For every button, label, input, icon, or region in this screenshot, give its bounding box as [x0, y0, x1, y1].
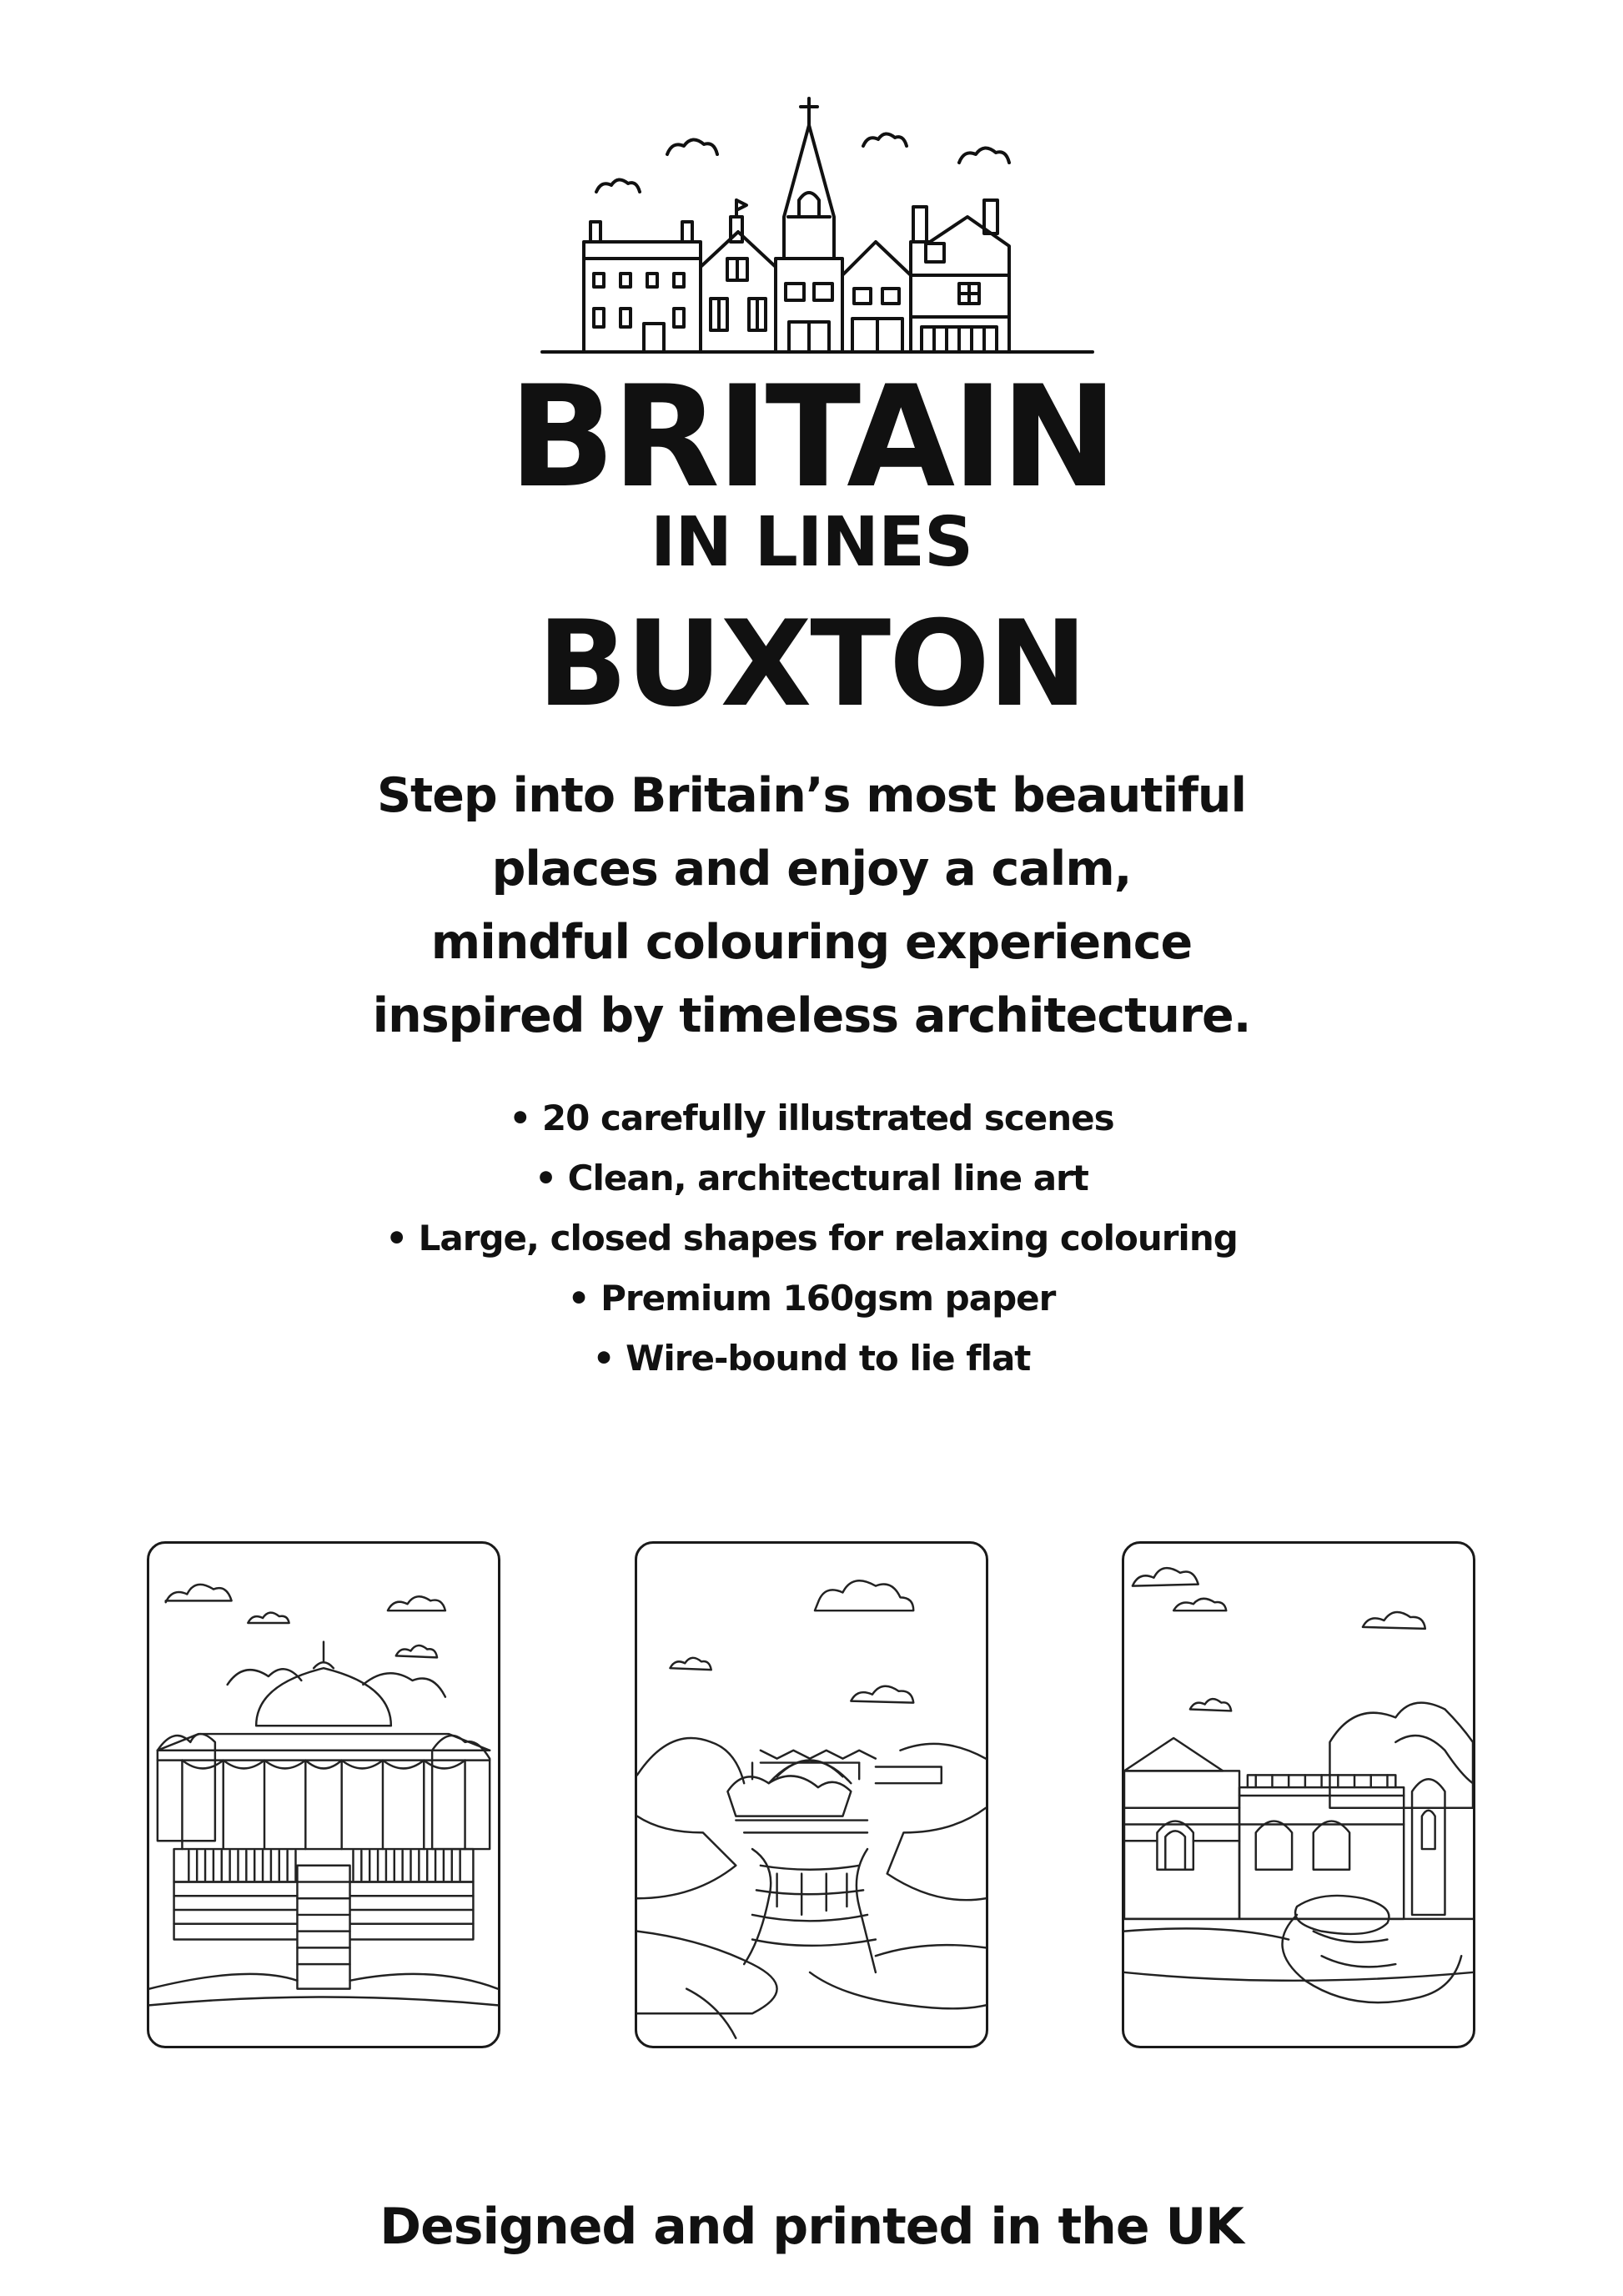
- tagline: [0, 759, 1623, 1053]
- tagline-line: mindful colouring experience: [430, 915, 1193, 970]
- preview-card-pump-room: [1122, 1541, 1475, 2048]
- feature-item: • 20 carefully illustrated scenes: [509, 1098, 1114, 1138]
- preview-card-waterfall: [635, 1541, 988, 2048]
- feature-item: • Large, closed shapes for relaxing colouring: [385, 1218, 1238, 1259]
- feature-list: [0, 1088, 1623, 1389]
- waterfall-bridge-illustration: [637, 1544, 986, 2046]
- brand-title: BRITAIN: [508, 355, 1115, 519]
- feature-item: • Wire-bound to lie flat: [592, 1338, 1031, 1379]
- pump-room-illustration: [1124, 1544, 1473, 2046]
- tagline-line: inspired by timeless architecture.: [372, 988, 1251, 1043]
- tagline-line: places and enjoy a calm,: [491, 842, 1132, 897]
- tagline-line: Step into Britain’s most beautiful: [376, 768, 1247, 823]
- footer-note: Designed and printed in the UK: [379, 2198, 1244, 2256]
- feature-item: • Premium 160gsm paper: [567, 1278, 1056, 1319]
- preview-card-bandstand: [147, 1541, 500, 2048]
- bandstand-illustration: [149, 1544, 498, 2046]
- town-skyline-icon: [534, 83, 1101, 363]
- brand-subtitle: IN LINES: [650, 503, 973, 582]
- feature-item: • Clean, architectural line art: [535, 1158, 1088, 1198]
- place-title: BUXTON: [537, 595, 1086, 733]
